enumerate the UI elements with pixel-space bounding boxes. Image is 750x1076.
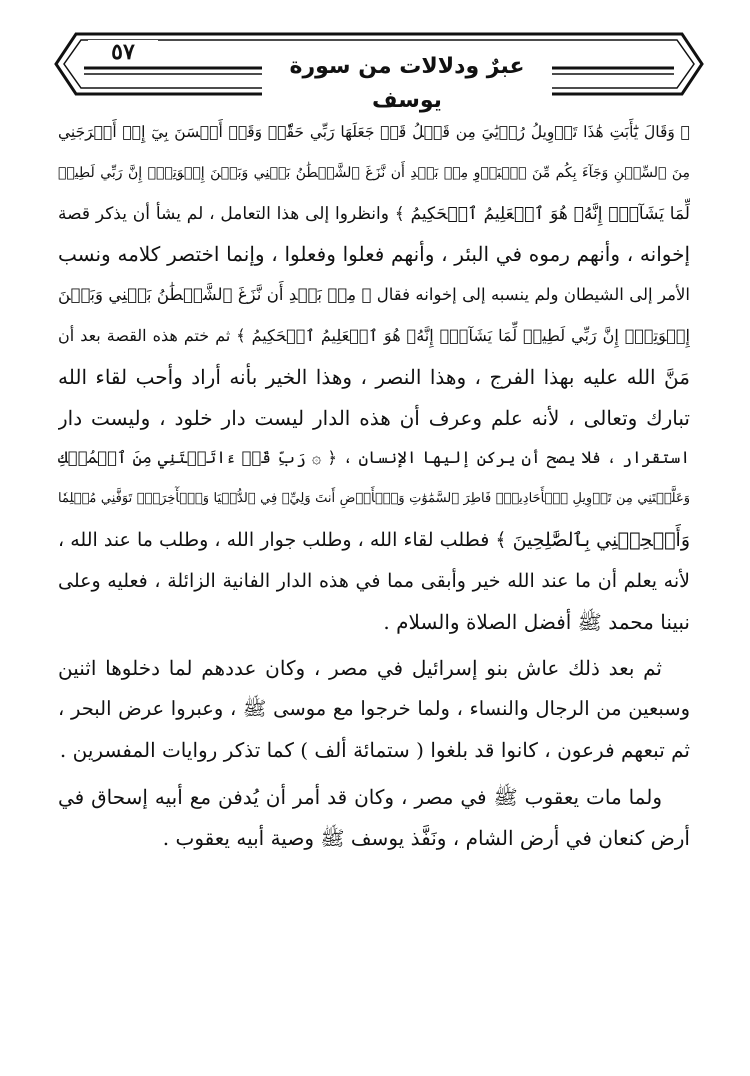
page-number: ٥٧ [88, 40, 158, 64]
text-line: استقرار ، فلا يصح أن يركن إليها الإنسان ، ﴿ ۞ رَبِّ قَدۡ ءَاتَيۡتَنِي مِنَ ٱلۡمُلۡكِ [58, 448, 690, 468]
text-line: أرض كنعان في أرض الشام ، ونَفَّذ يوسف ﷺ وصية أبيه يعقوب . [162, 825, 690, 850]
page-header [50, 28, 708, 113]
text-line: إِخۡوَتِيٓۚ إِنَّ رَبِّي لَطِيفٞ لِّمَا يَشَآءُۚ إِنَّهُۥ هُوَ ٱلۡعَلِيمُ ٱلۡحَكِيمُ ﴾ ثم ختم هذه القصة بعد أن [58, 325, 690, 345]
text-line: ثم بعد ذلك عاش بنو إسرائيل في مصر ، وكان عددهم لما دخلوها اثنين [58, 656, 662, 681]
text-line: مِنَ ٱلسِّجۡنِ وَجَآءَ بِكُم مِّنَ ٱلۡبَدۡوِ مِنۢ بَعۡدِ أَن نَّزَغَ ٱلشَّيۡطَٰنُ بَيۡنِي وَبَيۡنَ إِخۡوَتِيٓۚ إِنَّ رَبِّي لَطِيفٞ [58, 164, 690, 181]
text-line: وَأَلۡحِقۡنِي بِٱلصَّٰلِحِينَ ﴾ فطلب لقاء الله ، وطلب جوار الله ، وطلب ما عند الله ، [58, 528, 690, 551]
body-text [58, 112, 690, 858]
text-line: نبينا محمد ﷺ أفضل الصلاة والسلام . [383, 609, 690, 634]
text-line: مَنَّ الله عليه بهذا الفرج ، وهذا النصر ، وهذا الخير بأنه أراد وأحب لقاء الله [58, 364, 690, 389]
text-line: إخوانه ، وأنهم رموه في البئر ، وأنهم فعلوا وفعلوا ، وإنما اختصر كلامه ونسب [58, 242, 690, 267]
text-line: تبارك وتعالى ، لأنه علم وعرف أن هذه الدار ليست دار خلود ، وليست دار [58, 405, 690, 430]
text-line: ﴿ وَقَالَ يَٰٓأَبَتِ هَٰذَا تَأۡوِيلُ رُءۡيَٰيَ مِن قَبۡلُ قَدۡ جَعَلَهَا رَبِّي حَقّٗاۖ وَقَدۡ أَحۡسَنَ بِيٓ إِذۡ أَخۡرَجَنِي [58, 123, 690, 141]
text-line: ولما مات يعقوب ﷺ في مصر ، وكان قد أمر أن يُدفن مع أبيه إسحاق في [58, 784, 662, 809]
running-title: عبرٌ ودلالات من سورة يوسف [262, 50, 552, 118]
text-line: الأمر إلى الشيطان ولم ينسبه إلى إخوانه فقال ﴿ مِنۢ بَعۡدِ أَن نَّزَغَ ٱلشَّيۡطَٰنُ بَيۡنِي وَبَيۡنَ [58, 285, 690, 305]
text-line: وَعَلَّمۡتَنِي مِن تَأۡوِيلِ ٱلۡأَحَادِيثِۚ فَاطِرَ ٱلسَّمَٰوَٰتِ وَٱلۡأَرۡضِ أَنتَ وَلِيِّۦ فِي ٱلدُّنۡيَا وَٱلۡأٓخِرَةِۖ تَوَفَّنِي مُسۡلِمٗا [58, 491, 690, 507]
text-line: لأنه يعلم أن ما عند الله خير وأبقى مما في هذه الدار الفانية الزائلة ، فعليه وعلى [58, 569, 690, 592]
text-line: وسبعين من الرجال والنساء ، ولما خرجوا مع موسى ﷺ ، وعبروا عرض البحر ، [58, 697, 690, 721]
text-line: ثم تبعهم فرعون ، كانوا قد بلغوا ( ستمائة ألف ) كما تذكر روايات المفسرين . [59, 737, 690, 762]
text-line: لِّمَا يَشَآءُۚ إِنَّهُۥ هُوَ ٱلۡعَلِيمُ ٱلۡحَكِيمُ ﴾ وانظروا إلى هذا التعامل ، لم يشأ أن يذكر قصة [58, 203, 690, 224]
